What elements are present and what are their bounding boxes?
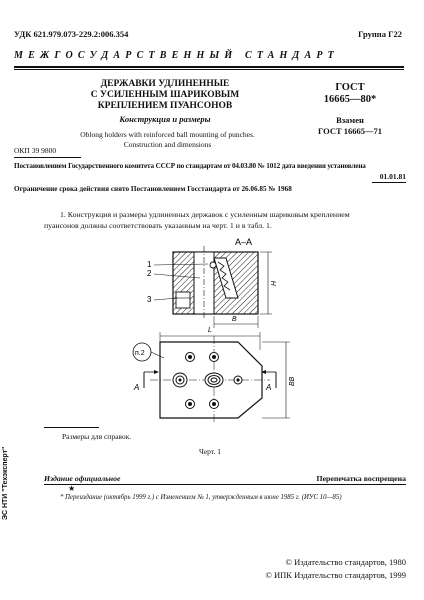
official-edition: Издание официальное bbox=[44, 474, 121, 483]
footer-rule bbox=[44, 484, 406, 485]
gost-number-line: ГОСТ bbox=[335, 82, 365, 93]
callout-n2: п.2 bbox=[135, 350, 145, 357]
dimension-l: L bbox=[208, 327, 212, 334]
note-rule bbox=[44, 427, 99, 428]
paragraph-line: 1. Конструкция и размеры удлиненных державок с усиленным шариковым креплением bbox=[60, 210, 350, 219]
callout-3: 3 bbox=[147, 295, 152, 304]
document-title bbox=[70, 79, 260, 112]
technical-drawing bbox=[110, 232, 310, 434]
udk-code: УДК 621.979.073-229.2:006.354 bbox=[14, 29, 129, 39]
english-title-line: Construction and dimensions bbox=[123, 140, 212, 149]
gost-number-line: 16665—80* bbox=[323, 94, 377, 105]
section-label: А–А bbox=[235, 237, 253, 247]
english-title-line: Oblong holders with reinforced ball mounting of punches. bbox=[80, 130, 255, 139]
callout-1: 1 bbox=[147, 260, 152, 269]
star-mark: ★ bbox=[68, 484, 76, 493]
copyright-1980: © Издательство стандартов, 1980 bbox=[285, 557, 406, 567]
reprint-prohibited: Перепечатка воспрещена bbox=[316, 474, 406, 483]
dimensions-note: Размеры для справок. bbox=[62, 432, 132, 441]
plan-view bbox=[133, 327, 296, 424]
english-title bbox=[40, 130, 295, 150]
reissue-note: * Переиздание (октябрь 1999 г.) с Изменением № 1, утвержденным в июне 1985 г. (ИУС 10—85) bbox=[60, 494, 342, 501]
section-view bbox=[147, 246, 278, 328]
header-rule bbox=[14, 66, 404, 68]
okp-underline bbox=[14, 157, 81, 158]
side-stamp: ЭС НТИ "Техэксперт" bbox=[2, 446, 9, 520]
gost-number bbox=[305, 82, 395, 106]
title-line: КРЕПЛЕНИЕМ ПУАНСОНОВ bbox=[97, 101, 233, 111]
dimension-b: B bbox=[232, 316, 237, 323]
title-line: С УСИЛЕННЫМ ШАРИКОВЫМ bbox=[90, 90, 240, 100]
paragraph-line: пуансонов должны соответствовать указанным на черт. 1 и в табл. 1. bbox=[44, 221, 272, 230]
limit-text: Ограничение срока действия снято Постановлением Госстандарта от 26.06.85 № 1968 bbox=[14, 185, 292, 193]
dimension-bb: BB bbox=[289, 376, 296, 386]
callout-2: 2 bbox=[147, 269, 152, 278]
header-rule-thin bbox=[14, 69, 404, 70]
decree-date: 01.01.81 bbox=[379, 172, 406, 181]
replaces-label: Взамен bbox=[336, 115, 364, 125]
copyright-1999: © ИПК Издательство стандартов, 1999 bbox=[265, 570, 406, 580]
okp-code: ОКП 39 9800 bbox=[14, 146, 57, 155]
section-arrow-a-right: А bbox=[266, 383, 272, 392]
title-line: ДЕРЖАВКИ УДЛИНЕННЫЕ bbox=[100, 79, 230, 89]
banner-interstate-standard: МЕЖГОСУДАРСТВЕННЫЙ СТАНДАРТ bbox=[14, 50, 339, 61]
title-subtitle: Конструкция и размеры bbox=[119, 114, 211, 124]
replaced-standard: ГОСТ 16665—71 bbox=[317, 126, 383, 136]
figure-caption: Черт. 1 bbox=[198, 447, 222, 456]
decree-date-underline bbox=[372, 182, 406, 183]
replaces-block bbox=[305, 115, 395, 137]
group-code: Группа Г22 bbox=[358, 29, 402, 39]
section-arrow-a-left: А bbox=[134, 383, 140, 392]
decree-text: Постановлением Государственного комитета СССР по стандартам от 04.03.80 № 1012 дата введения установлена bbox=[14, 162, 366, 170]
dimension-h: H bbox=[271, 280, 278, 286]
